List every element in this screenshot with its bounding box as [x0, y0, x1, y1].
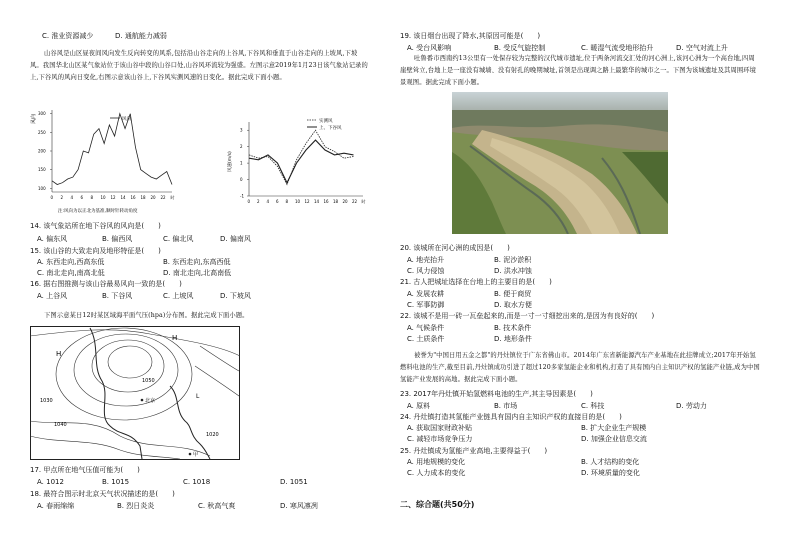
passage-pressure-map: 下图示意某日12时某区域海平面气压(hpa)分布图。据此完成下面小题。	[44, 312, 249, 319]
q25-option-a[interactable]: A. 用地规模的变化	[407, 458, 466, 466]
passage-valley-wind: 山谷风是山区昼夜间风向发生反向转变的风系,包括沿山谷走向的上谷风,下谷风和垂直于山谷走向的上坡风,下坡风。我国华北山区某气象站位于该山谷中段的山谷口处,山谷风环流较为强盛。左图示意2019年1月23日该气象站记录的上,下谷风的风向日变化,右图示意该山谷上,下谷风实测风速的日变化。据此完成下面小题。	[30, 50, 368, 81]
q24-option-c[interactable]: C. 减轻市场竞争压力	[407, 435, 473, 443]
chart2-ytick: 0	[240, 177, 243, 183]
q16-option-c[interactable]: C. 上坡风	[163, 292, 194, 300]
q14-option-d[interactable]: D. 偏南风	[220, 235, 251, 243]
chart1-xtick: 14	[120, 195, 126, 200]
isobar-label-1050: 1050	[142, 378, 155, 384]
chart2-ytick: 1	[240, 160, 243, 166]
q16-option-a[interactable]: A. 上谷风	[37, 292, 68, 300]
chart2-xtick: 18	[333, 199, 339, 204]
high-pressure-h1: H	[56, 350, 62, 358]
top-option-d: D. 通航能力减弱	[115, 32, 167, 40]
chart2-xtick: 16	[323, 199, 329, 204]
q18-option-c[interactable]: C. 秋高气爽	[198, 502, 236, 510]
pressure-map	[30, 326, 240, 460]
high-pressure-h2: H	[172, 334, 178, 342]
passage-hydrogen-town: 被誉为"中国日用五金之都"的丹灶镇位于广东省佛山市。2014年广东省新能源汽车产业基地在此挂牌成立;2017年开始氢燃料电池的生产,截至目前,丹灶镇成功引进了超过120多家氢能企业和机构,打造了具有国内自主知识产权的氢能产业链,成为中国氢能产业发展的高地。据此完成下面小题。	[400, 352, 760, 383]
wind-direction-series	[52, 114, 172, 185]
chart2-xtick: 2	[257, 199, 260, 204]
q20-option-d[interactable]: D. 洪水冲蚀	[494, 267, 532, 275]
valley-wind-series	[249, 140, 354, 183]
q15-option-a[interactable]: A. 东西走向,西高东低	[37, 258, 105, 266]
q14-option-b[interactable]: B. 偏西风	[102, 235, 133, 243]
question-25: 25. 丹灶镇成为氢能产业高地,主要得益于( )	[400, 447, 548, 455]
q21-option-c[interactable]: C. 军事防御	[407, 301, 445, 309]
q22-option-c[interactable]: C. 土质条件	[407, 335, 445, 343]
q16-option-d[interactable]: D. 下坡风	[220, 292, 251, 300]
chart2-xtick: 14	[314, 199, 320, 204]
q20-option-b[interactable]: B. 泥沙淤积	[494, 256, 532, 264]
q18-option-d[interactable]: D. 寒风凛冽	[280, 502, 318, 510]
question-20: 20. 该城所在河心洲的成因是( )	[400, 244, 510, 252]
chart2-legend-measured: 实测风	[319, 119, 333, 124]
chart2-ytick: 3	[240, 127, 243, 133]
chart1-xtick: 12	[110, 195, 116, 200]
chart2-xtick: 时	[361, 199, 366, 204]
chart1-ytick: 300	[38, 111, 46, 117]
q15-option-c[interactable]: C. 南北走向,南高北低	[37, 269, 105, 277]
q15-option-b[interactable]: B. 东西走向,东高西低	[163, 258, 231, 266]
chart2-xtick: 6	[276, 199, 279, 204]
q25-option-c[interactable]: C. 人力成本的变化	[407, 469, 466, 477]
chart1-ytick: 250	[38, 129, 46, 135]
chart2-ylabel: 风速(m/s)	[228, 151, 233, 172]
chart1-legend-label: 风向	[122, 117, 131, 122]
q21-option-d[interactable]: D. 取水方便	[494, 301, 532, 309]
top-option-c: C. 淮业资源减少	[42, 32, 94, 40]
chart2-legend-valley: 上、下谷风	[319, 126, 342, 131]
chart1-xtick: 22	[160, 195, 166, 200]
isobar-label-1020: 1020	[206, 432, 219, 438]
q21-option-a[interactable]: A. 发展农耕	[407, 290, 445, 298]
q20-option-c[interactable]: C. 风力侵蚀	[407, 267, 445, 275]
q17-option-b[interactable]: B. 1015	[102, 478, 130, 486]
q17-option-a[interactable]: A. 1012	[37, 478, 64, 486]
chart2-xtick: 0	[247, 199, 251, 204]
chart1-xtick: 8	[90, 195, 94, 200]
chart1-xtick: 4	[70, 195, 74, 200]
q17-option-d[interactable]: D. 1051	[280, 478, 308, 486]
chart1-xtick: 20	[150, 195, 156, 200]
point-jia-marker	[189, 453, 192, 456]
chart1-xtick: 6	[80, 195, 84, 200]
question-23: 23. 2017年丹灶镇开始氢燃料电池的生产,其主导因素是( )	[400, 390, 593, 398]
question-19: 19. 该日烟台出现了降水,其原因可能是( )	[400, 32, 541, 40]
question-16: 16. 据右图推测与该山谷最易风向一致的是( )	[30, 280, 182, 288]
chart1-ytick: 150	[38, 167, 46, 173]
chart1-xtick: 16	[130, 195, 136, 200]
isobar-label-1030: 1030	[40, 398, 53, 404]
q22-option-a[interactable]: A. 气候条件	[407, 324, 445, 332]
wind-speed-chart	[225, 112, 370, 212]
q16-option-b[interactable]: B. 下谷风	[102, 292, 133, 300]
chart2-ytick: -1	[240, 193, 244, 199]
isobar-label-1040: 1040	[54, 422, 67, 428]
passage-turpan-city: 吐鲁番市西南约13公里有一处保存较为完整的汉代城市遗址,位于两条河流交汇处的河心洲上,该河心洲为一个高台地,四周崖壁耸立,台地上是一座没有城墙、没有射孔的晚期城址,首领是出现调之路上最繁华的城市之一。下图为该城遗址及其周围环境景观图。据此完成下面小题。	[400, 55, 757, 86]
chart1-xtick: 0	[50, 195, 54, 200]
chart2-xtick: 8	[285, 199, 289, 204]
low-pressure-l: L	[196, 393, 200, 400]
q19-option-c[interactable]: C. 暖湿气流受地形抬升	[581, 44, 654, 52]
beijing-label: 北京	[145, 398, 156, 404]
q25-option-d[interactable]: D. 环境质量的变化	[581, 469, 640, 477]
q23-option-c[interactable]: C. 科技	[581, 402, 605, 410]
beijing-marker	[141, 399, 144, 402]
section-comprehensive-title: 二、综合题(共50分)	[400, 500, 475, 509]
question-22: 22. 该城不是用一砖一瓦垒起来的,而是一寸一寸细挖出来的,是因为有良好的( )	[400, 312, 655, 320]
q24-option-b[interactable]: B. 扩大企业生产规模	[581, 424, 647, 432]
chart1-ylabel: 风向	[31, 113, 37, 124]
point-jia-label: 甲	[193, 452, 199, 458]
chart1-xtick: 10	[100, 195, 106, 200]
q19-option-a[interactable]: A. 受台风影响	[407, 44, 452, 52]
q15-option-d[interactable]: D. 南北走向,北高南低	[163, 269, 232, 277]
chart2-xtick: 10	[295, 199, 301, 204]
question-15: 15. 该山谷的大致走向及地形特征是( )	[30, 247, 161, 255]
q17-option-c[interactable]: C. 1018	[183, 478, 211, 486]
question-17: 17. 甲点所在地气压值可能为( )	[30, 466, 140, 474]
chart2-xtick: 12	[304, 199, 310, 204]
q14-option-c[interactable]: C. 偏北风	[163, 235, 194, 243]
q25-option-b[interactable]: B. 人才结构的变化	[581, 458, 640, 466]
q24-option-a[interactable]: A. 获取国家财政补贴	[407, 424, 473, 432]
chart1-xtick: 时	[170, 195, 175, 200]
chart2-ytick: 2	[240, 144, 243, 150]
q21-option-b[interactable]: B. 便于商贸	[494, 290, 532, 298]
q18-option-b[interactable]: B. 烈日炎炎	[117, 502, 155, 510]
river-island-photo	[452, 92, 668, 234]
q23-option-a[interactable]: A. 原料	[407, 402, 431, 410]
q19-option-d[interactable]: D. 空气对流上升	[676, 44, 728, 52]
chart2-xtick: 4	[266, 199, 270, 204]
wind-direction-chart	[30, 104, 180, 214]
q23-option-d[interactable]: D. 劳动力	[676, 402, 707, 410]
chart2-xtick: 20	[342, 199, 348, 204]
chart1-note: 注:风向为以正北为基准,顺时针转动角度	[58, 209, 138, 214]
chart1-xtick: 2	[60, 195, 64, 200]
q23-option-b[interactable]: B. 市场	[494, 402, 518, 410]
q14-option-a[interactable]: A. 偏东风	[37, 235, 68, 243]
chart2-xtick: 22	[352, 199, 358, 204]
chart1-xtick: 18	[140, 195, 146, 200]
chart1-ytick: 100	[38, 185, 46, 191]
question-18: 18. 最符合图示时北京天气状况描述的是( )	[30, 490, 175, 498]
question-14: 14. 该气象站所在地下谷风的风向是( )	[30, 222, 161, 230]
q24-option-d[interactable]: D. 加强企业信息交流	[581, 435, 647, 443]
q22-option-b[interactable]: B. 技术条件	[494, 324, 532, 332]
question-21: 21. 古人把城址选择在台地上的主要目的是( )	[400, 278, 552, 286]
q19-option-b[interactable]: B. 受反气旋控制	[494, 44, 546, 52]
q22-option-d[interactable]: D. 地形条件	[494, 335, 532, 343]
q18-option-a[interactable]: A. 春雨绵绵	[37, 502, 75, 510]
chart1-ytick: 200	[38, 148, 46, 154]
q20-option-a[interactable]: A. 地壳抬升	[407, 256, 445, 264]
question-24: 24. 丹灶镇打造其氢能产业链具有国内自主知识产权的直接目的是( )	[400, 413, 622, 421]
